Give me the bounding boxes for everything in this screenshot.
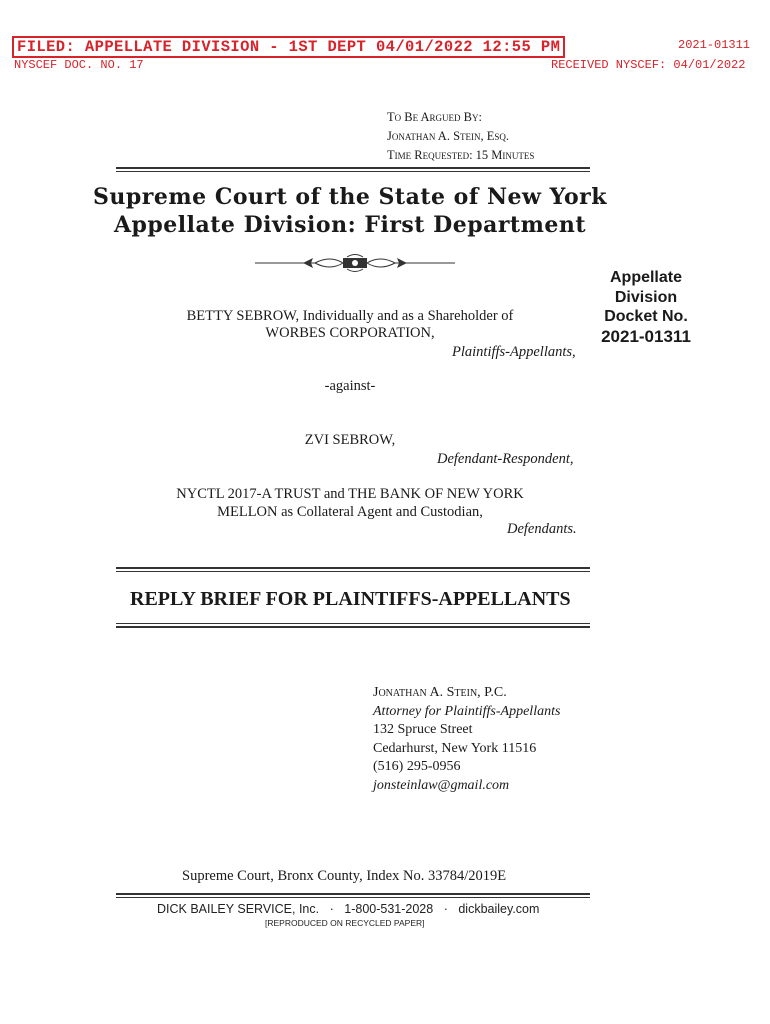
printer-phone: 1-800-531-2028 [344,902,434,916]
printer-website: dickbailey.com [458,902,540,916]
other-defendants-line2: MELLON as Collateral Agent and Custodian, [217,504,483,520]
counsel-email: jonsteinlaw@gmail.com [373,777,510,793]
docket-number: 2021-01311 [601,326,691,346]
plaintiff-name-line1: BETTY SEBROW, Individually and as a Shareholder of [186,308,514,324]
decorative-ornament-icon [255,253,455,273]
defendant-role: Defendant-Respondent, [437,451,574,467]
printer-name: DICK BAILEY SERVICE, Inc. [157,902,320,916]
title-rule-bottom-thin [116,623,590,624]
recycled-paper-note: [REPRODUCED ON RECYCLED PAPER] [265,918,425,928]
top-rule-thin [116,171,590,172]
plaintiff-name-line2: WORBES CORPORATION, [265,325,435,341]
counsel-firm-name: Jonathan A. Stein, P.C. [373,685,507,700]
title-rule-top-thick [116,567,590,569]
lower-court-index: Supreme Court, Bronx County, Index No. 33784/2019E [182,868,507,884]
nyscef-doc-number: NYSCEF DOC. NO. 17 [14,58,144,72]
argued-by-name: Jonathan A. Stein, Esq. [387,129,510,143]
defendant-name: ZVI SEBROW, [304,432,396,448]
plaintiff-role: Plaintiffs-Appellants, [452,344,576,360]
court-name-line2: Appellate Division: First Department [113,212,587,238]
docket-label-line3: Docket No. [604,308,688,325]
counsel-street: 132 Spruce Street [373,722,473,737]
other-defendants-line1: NYCTL 2017-A TRUST and THE BANK OF NEW YORK [176,486,524,502]
top-rule-thick [116,167,590,169]
docket-block [590,268,702,346]
time-requested: Time Requested: 15 Minutes [387,148,535,162]
counsel-phone: (516) 295-0956 [373,759,461,774]
title-rule-top-thin [116,571,590,572]
filed-stamp: FILED: APPELLATE DIVISION - 1ST DEPT 04/01/2022 12:55 PM [12,36,565,58]
counsel-role: Attorney for Plaintiffs-Appellants [373,703,561,719]
title-rule-bottom-thick [116,626,590,628]
document-title: REPLY BRIEF FOR PLAINTIFFS-APPELLANTS [130,588,571,610]
other-defendants-role: Defendants. [507,521,577,537]
received-stamp: RECEIVED NYSCEF: 04/01/2022 [551,58,746,72]
printer-separator-1: · [329,902,334,916]
printer-line [157,902,539,916]
against-label: -against- [324,378,376,394]
argued-by-label: To Be Argued By: [387,110,482,124]
docket-label-line1: Appellate [609,269,682,286]
case-number-header: 2021-01311 [678,38,751,52]
printer-separator-2: · [443,902,448,916]
docket-label-line2: Division [614,288,678,306]
counsel-block [373,684,560,795]
counsel-city: Cedarhurst, New York 11516 [373,740,537,756]
argued-by-block [387,108,534,165]
court-name-line1: Supreme Court of the State of New York [93,184,607,210]
bottom-rule-thin [116,897,590,898]
bottom-rule-thick [116,893,590,895]
